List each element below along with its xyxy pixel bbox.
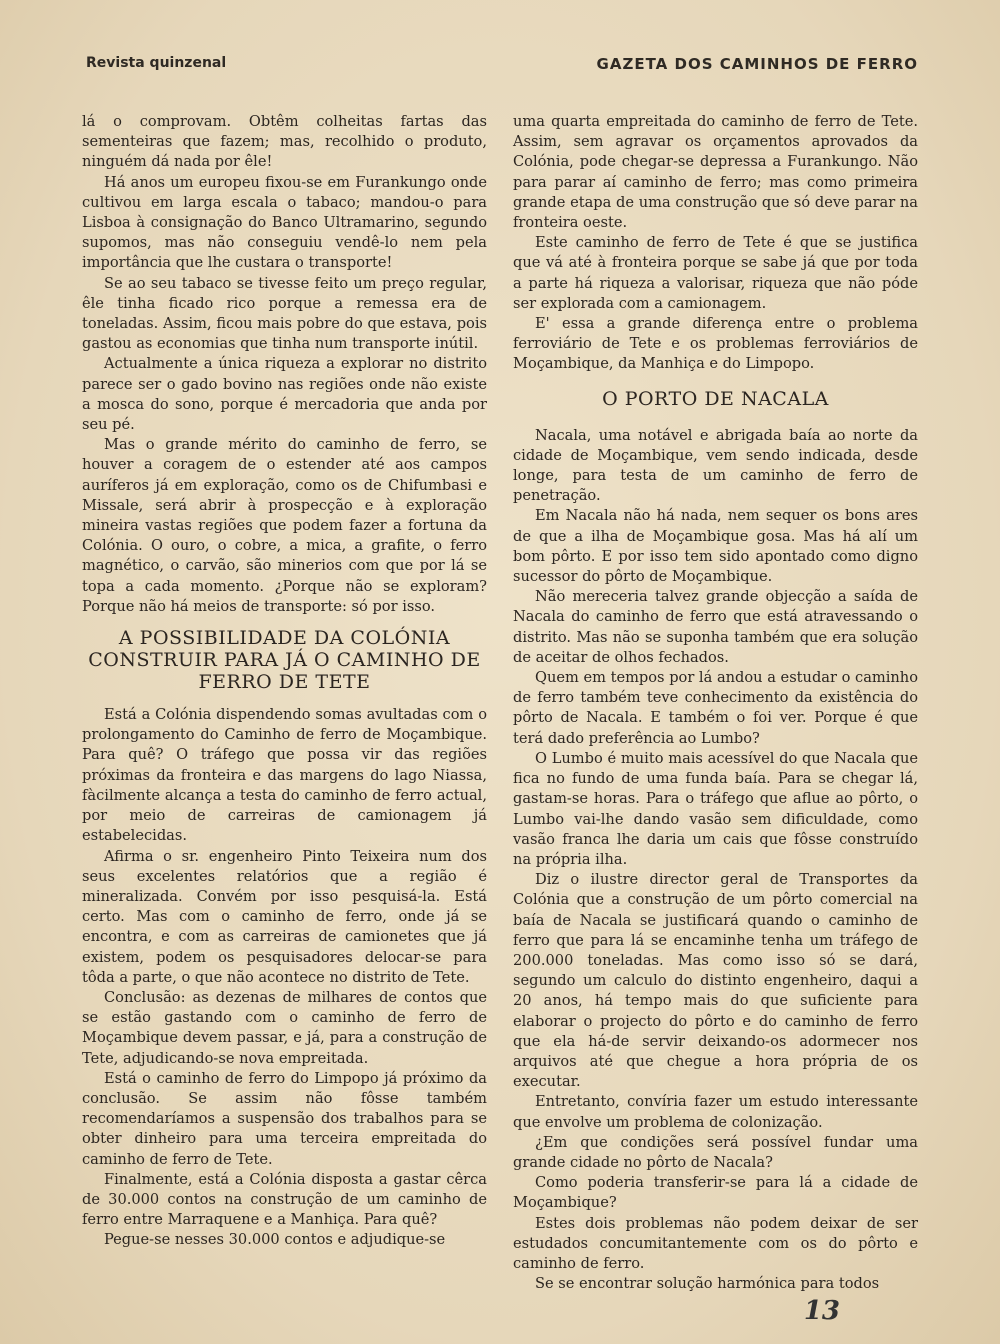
paragraph: lá o comprovam. Obtêm colheitas fartas das sementeiras que fazem; mas, recolhido o produto, ninguém dá nada por êle!	[82, 113, 487, 171]
paragraph: Afirma o sr. engenheiro Pinto Teixeira num dos seus excelentes relatórios que a região é mineralizada. Convém por isso pesquisá-la. Está certo. Mas com o caminho de ferro, onde já se encontra, e com as carreiras de camionetes que já existem, podem os pesquisadores delocar-se para tôda a parte, o que não acontece no distrito de Tete.	[82, 847, 487, 986]
paragraph: Este caminho de ferro de Tete é que se justifica que vá até à fronteira porque se sabe já que por toda a parte há riqueza a valorisar, riqueza que não póde ser explorada com a camionagem.	[513, 234, 918, 312]
paragraph: Quem em tempos por lá andou a estudar o caminho de ferro também teve conhecimento da existência do pôrto de Nacala. E também o foi ver. Porque é que terá dado preferência ao Lumbo?	[513, 669, 918, 747]
paragraph: Se ao seu tabaco se tivesse feito um preço regular, êle tinha ficado rico porque a remessa era de toneladas. Assim, ficou mais pobre do que estava, pois gastou as economias que tinha num transporte inútil.	[82, 274, 487, 353]
paragraph: Pegue-se nesses 30.000 contos e adjudique-se	[104, 1231, 446, 1249]
paragraph: Em Nacala não há nada, nem sequer os bons ares de que a ilha de Moçambique gosa. Mas há alí um bom pôrto. E por isso tem sido apontado como digno sucessor do pôrto de Moçambique.	[513, 507, 918, 586]
section-heading: O PORTO DE NACALA	[602, 387, 829, 410]
running-head-left: Revista quinzenal	[86, 55, 227, 71]
paragraph: Entretanto, convíria fazer um estudo interessante que envolve um problema de colonização.	[513, 1093, 918, 1131]
paragraph: Finalmente, está a Colónia disposta a gastar cêrca de 30.000 contos na construção de um caminho de ferro entre Marraquene e a Manhiça. Para quê?	[82, 1170, 487, 1229]
paragraph: Conclusão: as dezenas de milhares de contos que se estão gastando com o caminho de ferro de Moçambique devem passar, e já, para a construção de Tete, adjudicando-se nova empreitada.	[82, 988, 487, 1067]
paragraph: Nacala, uma notável e abrigada baía ao norte da cidade de Moçambique, vem sendo indicada, desde longe, para testa de um caminho de ferro de penetração.	[513, 426, 918, 505]
section-heading: A POSSIBILIDADE DA COLÓNIA CONSTRUIR PARA JÁ O CAMINHO DE FERRO DE TETE	[88, 627, 481, 694]
paragraph: Há anos um europeu fixou-se em Furankungo onde cultivou em larga escala o tabaco; mandou-o para Lisboa à consignação do Banco Ultramarino, segundo supomos, mas não conseguiu vendê-lo nem pela importância que lhe custara o transporte!	[82, 173, 487, 272]
paragraph: Como poderia transferir-se para lá a cidade de Moçambique?	[513, 1174, 918, 1212]
paragraph: O Lumbo é muito mais acessível do que Nacala que fica no fundo de uma funda baía. Para se chegar lá, gastam-se horas. Para o tráfego que aflue ao pôrto, o Lumbo vai-lhe dando vasão sem dificuldade, como vasão franca lhe daria um cais que fôsse construído na própria ilha.	[513, 749, 918, 868]
column-right	[513, 112, 918, 1294]
paragraph: Se se encontrar solução harmónica para todos	[535, 1275, 880, 1293]
column-left	[82, 112, 487, 1251]
paragraph: Mas o grande mérito do caminho de ferro, se houver a coragem de o estender até aos campos auríferos já em exploração, como os de Chifumbasi e Missale, será abrir à prospecção e à exploração mineira vastas regiões que podem fazer a fortuna da Colónia. O ouro, o cobre, a mica, a grafite, o ferro magnético, o carvão, são minerios com que por lá se topa a cada momento. ¿Porque não se exploram? Porque não há meios de transporte: só por isso.	[82, 436, 487, 615]
paragraph: Está a Colónia dispendendo somas avultadas com o prolongamento do Caminho de ferro de Moçambique. Para quê? O tráfego que possa vir das regiões próximas da fronteira e das margens do lago Niassa, fàcilmente alcança a testa do caminho de ferro actual, por meio de carreiras de camionagem já estabelecidas.	[82, 706, 487, 845]
paragraph: Não mereceria talvez grande objecção a saída de Nacala do caminho de ferro que está atravessando o distrito. Mas não se suponha também que era solução de aceitar de olhos fechados.	[513, 588, 918, 666]
page-number: 13	[803, 1296, 840, 1326]
paragraph: Estes dois problemas não podem deixar de ser estudados concumitantemente com os do pôrto e caminho de ferro.	[513, 1214, 918, 1272]
paragraph: Diz o ilustre director geral de Transportes da Colónia que a construção de um pôrto comercial na baía de Nacala se justificará quando o caminho de ferro que para lá se encaminhe tenha um tráfego de 200.000 toneladas. Mas como isso só se dará, segundo um calculo do distinto engenheiro, daqui a 20 anos, há tempo mais do que suficiente para elaborar o projecto do pôrto e do caminho de ferro que ela há-de servir deixando-os adormecer nos arquivos até que chegue a hora própria de os executar.	[513, 871, 918, 1091]
paragraph: Está o caminho de ferro do Limpopo já próximo da conclusão. Se assim não fôsse também recomendaríamos a suspensão dos trabalhos para se obter dinheiro para uma terceira empreitada do caminho de ferro de Tete.	[82, 1069, 487, 1168]
paragraph: Actualmente a única riqueza a explorar no distrito parece ser o gado bovino nas regiões onde não existe a mosca do sono, porque é mercadoria que anda por seu pé.	[82, 355, 487, 434]
paragraph: E' essa a grande diferença entre o problema ferroviário de Tete e os problemas ferroviários de Moçambique, da Manhiça e do Limpopo.	[513, 315, 918, 373]
paragraph: ¿Em que condições será possível fundar uma grande cidade no pôrto de Nacala?	[513, 1133, 918, 1171]
paragraph: uma quarta empreitada do caminho de ferro de Tete. Assim, sem agravar os orçamentos aprovados da Colónia, pode chegar-se depressa a Furankungo. Não para parar aí caminho de ferro; mas como primeira grande etapa de uma construção que só deve parar na fronteira oeste.	[513, 113, 918, 232]
running-head-right: GAZETA DOS CAMINHOS DE FERRO	[596, 55, 918, 73]
